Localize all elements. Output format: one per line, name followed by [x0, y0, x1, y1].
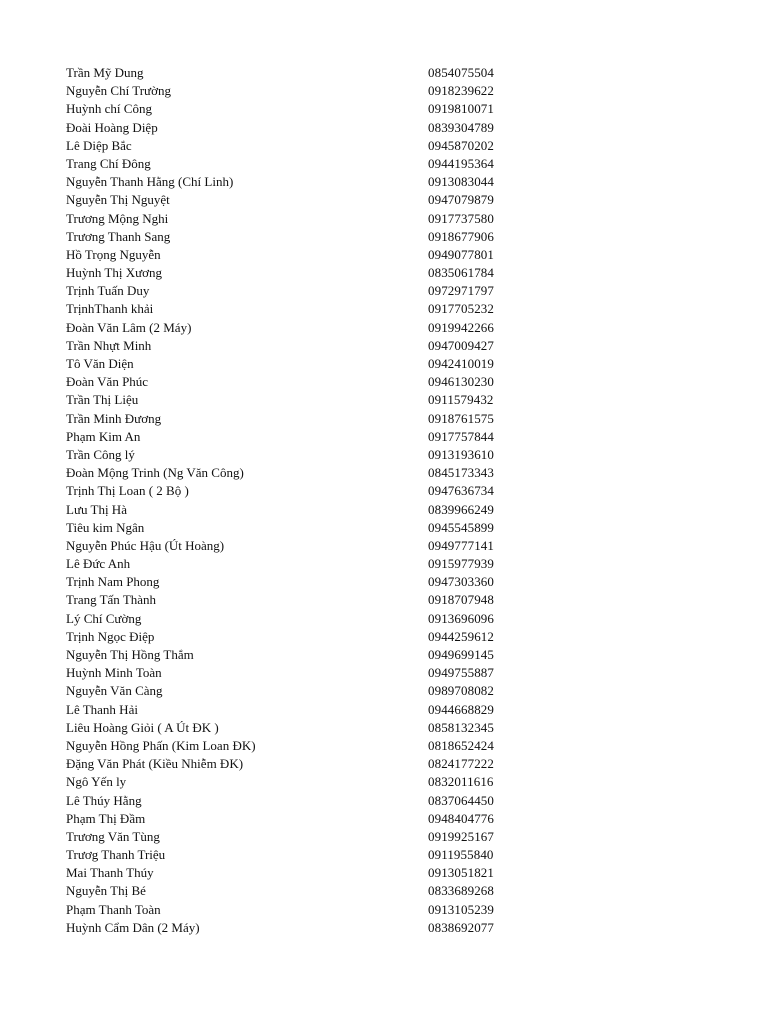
contact-row — [0, 191, 768, 209]
contact-name: Nguyễn Văn Càng — [66, 683, 163, 699]
contact-row — [0, 537, 768, 555]
contact-name: Ngô Yến ly — [66, 774, 127, 790]
contact-row — [0, 792, 768, 810]
contact-phone: 0945545899 — [428, 519, 494, 535]
contact-row — [0, 919, 768, 937]
contact-phone: 0913083044 — [428, 174, 494, 190]
contact-row — [0, 701, 768, 719]
contact-name: Trang Chí Đông — [66, 155, 151, 171]
contact-name: Huỳnh Thị Xương — [66, 265, 163, 281]
contact-name: Đặng Văn Phát (Kiều Nhiễm ĐK) — [66, 756, 244, 772]
contact-name: Đoàn Văn Lâm (2 Máy) — [66, 319, 192, 335]
contact-row — [0, 300, 768, 318]
contact-row — [0, 501, 768, 519]
contact-phone: 0949699145 — [428, 647, 494, 662]
contact-row — [0, 428, 768, 446]
contact-row — [0, 901, 768, 919]
contact-phone: 0918239622 — [428, 83, 494, 99]
contact-phone: 0911955840 — [428, 847, 494, 863]
contact-row — [0, 682, 768, 700]
contact-phone: 0838692077 — [428, 919, 494, 935]
contact-name: TrịnhThanh khải — [66, 301, 154, 317]
contact-name: Đoàn Văn Phúc — [66, 374, 149, 390]
contact-name: Tô Văn Diện — [66, 356, 134, 371]
contact-phone: 0913696096 — [428, 610, 494, 626]
contact-phone: 0949755887 — [428, 665, 494, 681]
contact-row — [0, 610, 768, 628]
contact-name: Lý Chí Cường — [66, 610, 142, 626]
contact-phone: 0917737580 — [428, 210, 494, 226]
contact-phone: 0835061784 — [428, 265, 494, 281]
contact-row — [0, 210, 768, 228]
contact-phone: 0918707948 — [428, 592, 494, 608]
contact-row — [0, 173, 768, 191]
contact-name: Đoàn Mộng Trinh (Ng Văn Công) — [66, 465, 244, 481]
contact-row — [0, 882, 768, 900]
contact-name: Phạm Thị Đầm — [66, 810, 146, 826]
contact-phone: 0837064450 — [428, 792, 494, 808]
contact-row — [0, 355, 768, 373]
contact-name: Trịnh Thị Loan ( 2 Bộ ) — [66, 483, 189, 499]
contact-name: Lê Thúy Hằng — [66, 792, 142, 808]
contact-row — [0, 119, 768, 137]
contact-name: Nguyễn Thị Nguyệt — [66, 192, 170, 208]
contact-phone: 0854075504 — [428, 65, 494, 80]
contact-phone: 0972971797 — [428, 283, 494, 299]
contact-phone: 0845173343 — [428, 465, 494, 481]
contact-name: Trang Tấn Thành — [66, 592, 157, 608]
contact-phone: 0918677906 — [428, 228, 494, 244]
contact-row — [0, 464, 768, 482]
contact-name: Mai Thanh Thúy — [66, 865, 154, 881]
contact-row — [0, 391, 768, 409]
contact-name: Huỳnh chí Công — [66, 101, 152, 117]
contact-name: Trịnh Tuấn Duy — [66, 283, 150, 299]
contact-phone: 0989708082 — [428, 683, 494, 699]
contact-row — [0, 410, 768, 428]
contact-phone: 0917757844 — [428, 428, 494, 444]
contact-row — [0, 810, 768, 828]
contact-name: Huỳnh Minh Toàn — [66, 665, 162, 681]
contact-name: Phạm Thanh Toàn — [66, 901, 161, 917]
contact-phone: 0946130230 — [428, 374, 494, 390]
contact-row — [0, 100, 768, 118]
contact-name: Nguyễn Thị Bé — [66, 883, 146, 899]
contact-row — [0, 64, 768, 82]
contact-phone: 0947303360 — [428, 574, 494, 590]
contact-name: Trịnh Nam Phong — [66, 574, 160, 590]
contact-row — [0, 864, 768, 882]
contact-row — [0, 646, 768, 664]
contact-row — [0, 755, 768, 773]
contact-name: Lưu Thị Hà — [66, 501, 127, 517]
contact-name: Nguyễn Hồng Phấn (Kim Loan ĐK) — [66, 737, 256, 753]
contact-row — [0, 664, 768, 682]
contact-row — [0, 264, 768, 282]
contact-row — [0, 846, 768, 864]
contact-phone: 0944195364 — [428, 155, 494, 171]
contact-name: Nguyễn Thị Hồng Thắm — [66, 647, 194, 662]
contact-phone: 0839304789 — [428, 119, 494, 135]
contact-name: Hồ Trọng Nguyễn — [66, 246, 161, 262]
contact-phone: 0824177222 — [428, 756, 494, 772]
contact-row — [0, 719, 768, 737]
contact-phone: 0918761575 — [428, 410, 494, 426]
contact-row — [0, 337, 768, 355]
contact-name: Trương Mộng Nghi — [66, 210, 169, 226]
contact-row — [0, 373, 768, 391]
contact-phone: 0948404776 — [428, 810, 494, 826]
contact-row — [0, 246, 768, 264]
contact-name: Trần Mỹ Dung — [66, 65, 144, 80]
contact-phone: 0833689268 — [428, 883, 494, 899]
contact-row — [0, 155, 768, 173]
contact-name: Phạm Kim An — [66, 428, 141, 444]
contact-phone: 0919925167 — [428, 828, 494, 844]
contact-row — [0, 828, 768, 846]
contact-row — [0, 773, 768, 791]
contact-phone: 0913051821 — [428, 865, 494, 881]
contact-name: Trần Thị Liệu — [66, 392, 139, 408]
contact-name: Lê Diệp Bắc — [66, 137, 132, 153]
contact-name: Trươg Thanh Triệu — [66, 847, 166, 863]
contact-name: Trương Văn Tùng — [66, 828, 160, 844]
contact-row — [0, 591, 768, 609]
contact-phone: 0913105239 — [428, 901, 494, 917]
contact-phone: 0919810071 — [428, 101, 494, 117]
contact-row — [0, 482, 768, 500]
contact-name: Nguyễn Phúc Hậu (Út Hoàng) — [66, 537, 225, 553]
contact-phone: 0945870202 — [428, 137, 494, 153]
contact-row — [0, 282, 768, 300]
contact-row — [0, 137, 768, 155]
contact-name: Lê Đức Anh — [66, 556, 131, 572]
contact-phone: 0917705232 — [428, 301, 494, 317]
contact-phone: 0839966249 — [428, 501, 494, 517]
contact-row — [0, 628, 768, 646]
contact-phone: 0947009427 — [428, 337, 494, 353]
contact-phone: 0949077801 — [428, 246, 494, 262]
contact-phone: 0858132345 — [428, 719, 494, 735]
contact-phone: 0919942266 — [428, 319, 494, 335]
contact-row — [0, 519, 768, 537]
contact-phone: 0947079879 — [428, 192, 494, 208]
contact-row — [0, 82, 768, 100]
contact-phone: 0911579432 — [428, 392, 494, 408]
contact-name: Liêu Hoàng Giỏi ( A Út ĐK ) — [66, 719, 219, 735]
contact-phone: 0944668829 — [428, 701, 494, 717]
contact-phone: 0915977939 — [428, 556, 494, 572]
contact-phone: 0913193610 — [428, 446, 494, 462]
contact-name: Tiêu kim Ngân — [66, 519, 145, 535]
contact-phone: 0949777141 — [428, 537, 494, 553]
contact-name: Trần Nhựt Minh — [66, 337, 152, 353]
contact-name: Trương Thanh Sang — [66, 228, 171, 244]
contact-phone: 0818652424 — [428, 737, 494, 753]
contact-name: Nguyễn Thanh Hằng (Chí Linh) — [66, 174, 234, 190]
contact-list — [0, 64, 768, 937]
contact-row — [0, 319, 768, 337]
contact-phone: 0942410019 — [428, 356, 494, 371]
contact-name: Huỳnh Cẩm Dân (2 Máy) — [66, 919, 200, 935]
contact-row — [0, 228, 768, 246]
contact-row — [0, 446, 768, 464]
contact-name: Trần Minh Đương — [66, 410, 162, 426]
contact-name: Lê Thanh Hải — [66, 701, 138, 717]
contact-name: Nguyễn Chí Trường — [66, 83, 171, 99]
contact-phone: 0944259612 — [428, 628, 494, 644]
contact-row — [0, 737, 768, 755]
contact-phone: 0832011616 — [428, 774, 494, 790]
contact-row — [0, 573, 768, 591]
contact-phone: 0947636734 — [428, 483, 494, 499]
contact-row — [0, 555, 768, 573]
contact-name: Trần Công lý — [66, 446, 135, 462]
contact-name: Trịnh Ngọc Điệp — [66, 628, 155, 644]
contact-name: Đoài Hoàng Diệp — [66, 119, 158, 135]
